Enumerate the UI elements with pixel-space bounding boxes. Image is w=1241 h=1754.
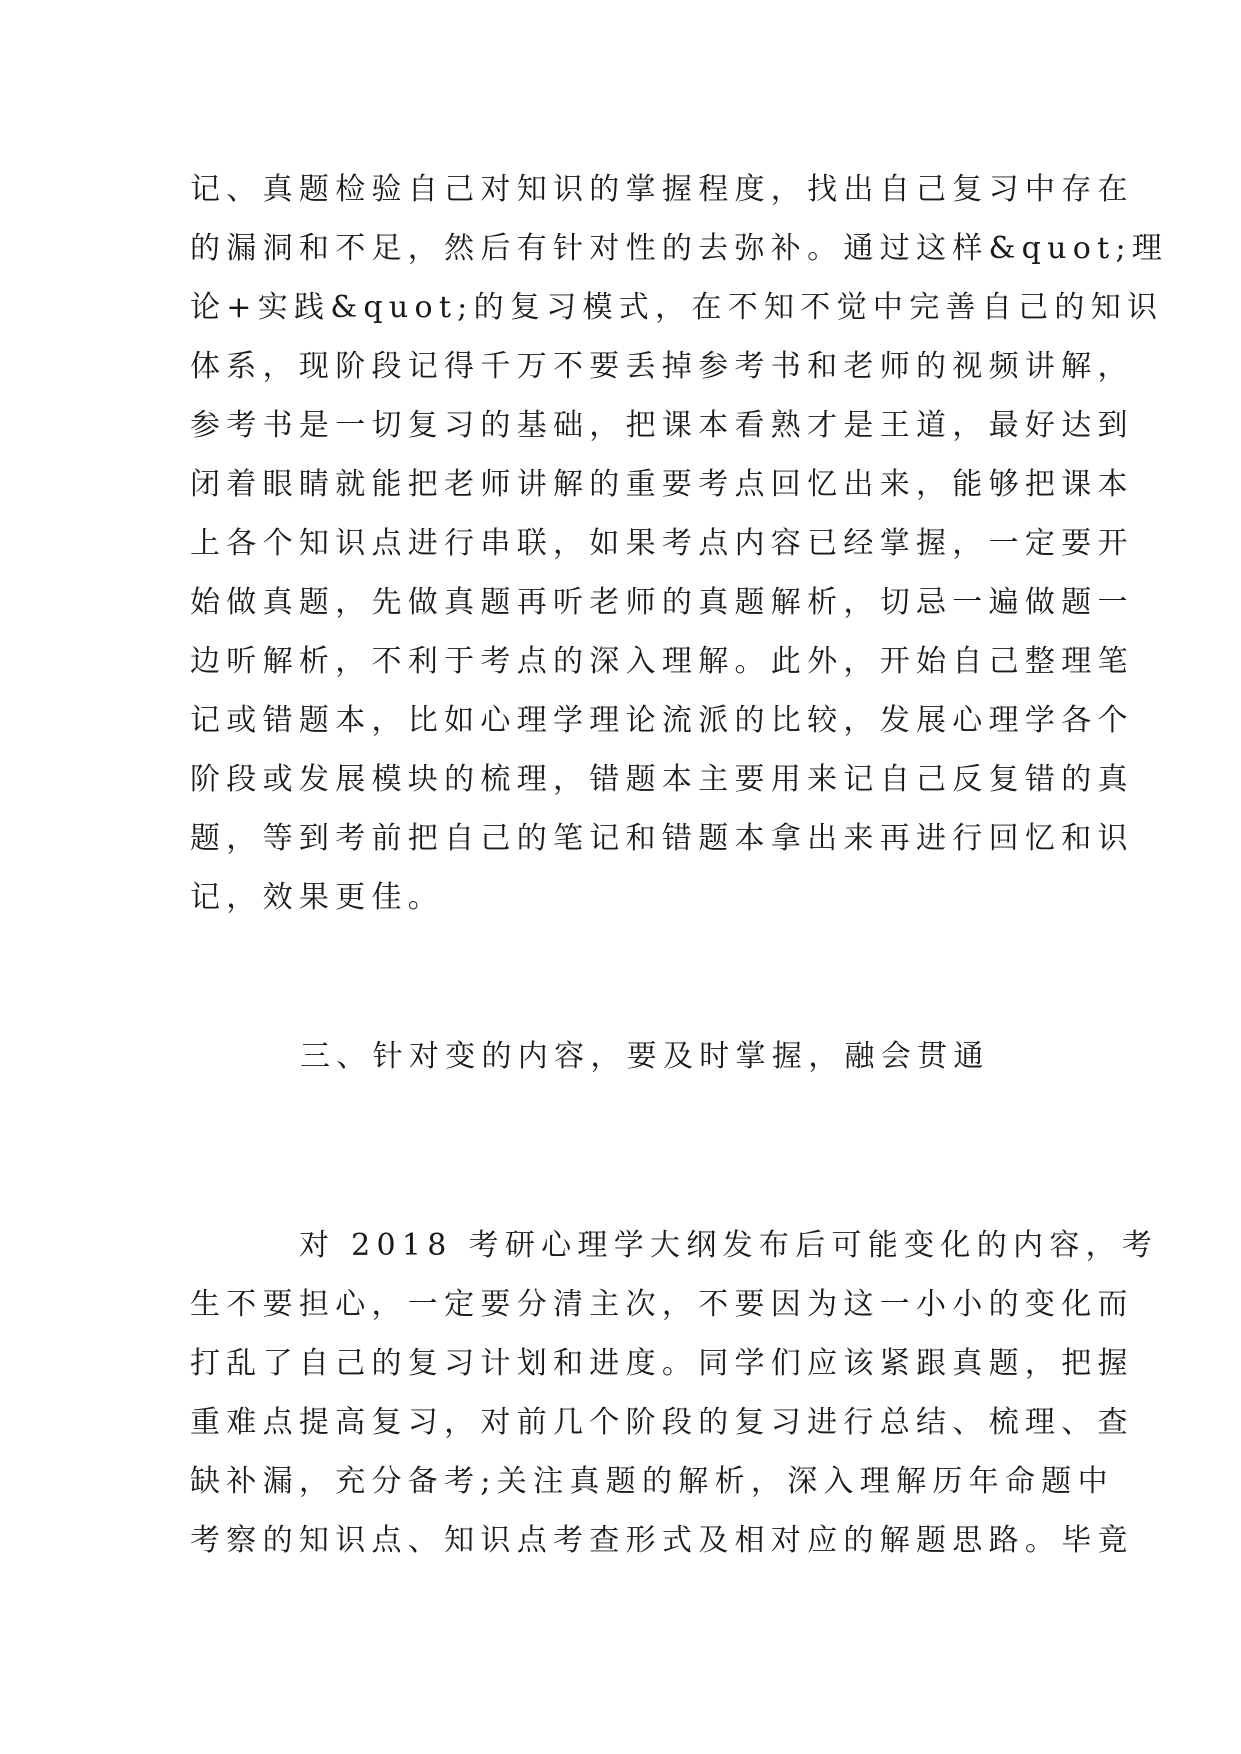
- text-line: 对 2018 考研心理学大纲发布后可能变化的内容，考: [299, 1228, 1159, 1263]
- text-line: 始做真题，先做真题再听老师的真题解析，切忌一遍做题一: [190, 585, 1134, 620]
- text-line: 打乱了自己的复习计划和进度。同学们应该紧跟真题，把握: [190, 1346, 1134, 1381]
- text-line: 记、真题检验自己对知识的掌握程度，找出自己复习中存在: [190, 172, 1134, 207]
- text-line: 闭着眼睛就能把老师讲解的重要考点回忆出来，能够把课本: [190, 467, 1134, 502]
- text-line: 体系，现阶段记得千万不要丢掉参考书和老师的视频讲解，: [190, 349, 1134, 384]
- text-line: 的漏洞和不足，然后有针对性的去弥补。通过这样&quot;理: [190, 231, 1169, 266]
- text-line: 重难点提高复习，对前几个阶段的复习进行总结、梳理、查: [190, 1405, 1134, 1440]
- text-line: 记，效果更佳。: [190, 880, 445, 915]
- text-line: 考察的知识点、知识点考查形式及相对应的解题思路。毕竟: [190, 1523, 1134, 1558]
- text-line: 题，等到考前把自己的笔记和错题本拿出来再进行回忆和识: [190, 821, 1134, 856]
- paragraph-2: [190, 1216, 1159, 1570]
- text-line: 上各个知识点进行串联，如果考点内容已经掌握，一定要开: [190, 526, 1134, 561]
- text-line: 阶段或发展模块的梳理，错题本主要用来记自己反复错的真: [190, 762, 1134, 797]
- text-line: 记或错题本，比如心理学理论流派的比较，发展心理学各个: [190, 703, 1134, 738]
- paragraph-1: [190, 160, 1169, 927]
- text-line: 缺补漏，充分备考;关注真题的解析，深入理解历年命题中: [190, 1464, 1114, 1499]
- text-line: 生不要担心，一定要分清主次，不要因为这一小小的变化而: [190, 1287, 1134, 1322]
- section-heading: 三、针对变的内容，要及时掌握，融会贯通: [300, 1039, 990, 1074]
- text-line: 参考书是一切复习的基础，把课本看熟才是王道，最好达到: [190, 408, 1134, 443]
- text-line: 边听解析，不利于考点的深入理解。此外，开始自己整理笔: [190, 644, 1134, 679]
- text-line: 论+实践&quot;的复习模式，在不知不觉中完善自己的知识: [190, 290, 1164, 325]
